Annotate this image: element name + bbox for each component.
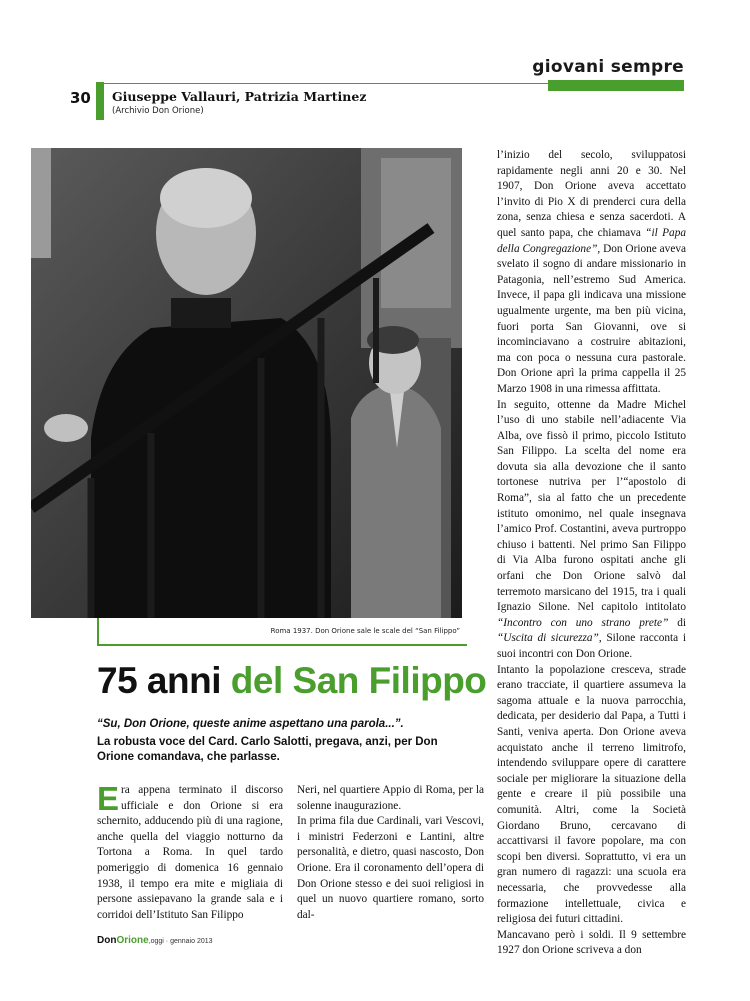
paragraph: In prima fila due Cardinali, vari Vescovi, i ministri Federzoni e Lantini, altre personalità, e dietro, quasi nascosto, Don Orione. Era il coronamento dell’opera di Don Orione stesso e dei suoi religiosi in quel un nuovo quartiere romano, sorto dal- bbox=[297, 815, 484, 921]
lead-text: La robusta voce del Card. Carlo Salotti, pregava, anzi, per Don Orione comandava, che parlasse. bbox=[97, 736, 438, 763]
paragraph: Neri, nel quartiere Appio di Roma, per la solenne inaugurazione. bbox=[297, 784, 484, 812]
page-number: 30 bbox=[70, 89, 91, 107]
paragraph bbox=[497, 148, 686, 398]
author-accent-bar bbox=[96, 82, 104, 120]
text-run: In seguito, ottenne da Madre Michel l’uso di uno stabile nell’adiacente Via Alba, ove fissò il primo, piccolo Istituto San Filippo. La scelta del nome era dovuta sia alla devozione che il santo tortonese nutriva per l’“apostolo di Roma”, sia al fatto che un precedente istituto omonimo, nel quale insegnava l’amico Prof. Costantini, aveva purtroppo chiuso i battenti. Nel primo San Filippo di Via Alba furono ospitati anche gli orfani che Don Orione salvò dal terremoto marsicano del 1915, tra i quali Ignazio Silone. Nel capitolo intitolato bbox=[497, 398, 686, 614]
paragraph bbox=[497, 398, 686, 663]
paragraph: Intanto la popolazione cresceva, strade erano tracciate, il quartiere assumeva la sagoma attuale e la nuova parrocchia, dedicata, per desiderio dal Papa, a Tutti i Santi, veniva aperta. Don Orione aveva acquistato anche il terreno limitrofo, intendendo sviluppare opere di carattere sociale per migliorare la situazione della gente e creare il più possibile una comunità. Altri, come la Società Giordano Bruno, cercavano di accattivarsi il favore popolare, ma con scopi ben diversi. Soprattutto, vi era un gran numero di ragazzi: una scuola era necessaria, che provvedesse alla formazione intellettuale, civica e religiosa dei futuri cittadini. bbox=[497, 663, 686, 926]
lead-quote: “Su, Don Orione, queste anime aspettano una parola...”. bbox=[97, 718, 404, 730]
footer-brand bbox=[97, 935, 213, 946]
section-accent-bar bbox=[548, 80, 684, 91]
body-column-1 bbox=[97, 780, 283, 923]
text-run: , Silone racconta i suoi incontri con Don Orione. bbox=[497, 632, 686, 660]
body-column-3 bbox=[497, 148, 686, 959]
text-run: l’inizio del secolo, sviluppatosi rapidamente negli anni 20 e 30. Nel 1907, Don Orione aveva accettato l’invito di Pio X di prenderci cura della zona, senza chiesa e senza sacerdoti. A quel santo papa, che chiamava bbox=[497, 149, 686, 239]
article-authors: Giuseppe Vallauri, Patrizia Martinez bbox=[112, 89, 367, 104]
title-part-2: del San Filippo bbox=[230, 660, 487, 701]
drop-cap: E bbox=[97, 780, 120, 817]
text-run: , Don Orione aveva svelato il sogno di andare missionario in Patagonia, nell’estremo Sud America. Invece, il papa gli indicava una missione ugualmente urgente, ma ben più vicina, fuori porta San Giovanni, ove si incominciavano a costruire abitazioni, ma con poca o nessuna cura pastorale. Don Orione aprì la prima cappella il 25 Marzo 1908 in una rimessa affittata. bbox=[497, 242, 687, 395]
header-rule bbox=[104, 83, 548, 84]
paragraph: Mancavano però i soldi. Il 9 settembre 1927 don Orione scriveva a don bbox=[497, 928, 686, 957]
article-title bbox=[97, 660, 486, 702]
paragraph: ra appena terminato il discorso ufficiale e don Orione si era schernito, adducendo più di una ragione, anche quella del viaggio notturno da Tortona a Roma. In quel tardo pomeriggio di domenica 16 gennaio 1938, il tempo era mite e migliaia di persone assiepavano la grande sala e i corridoi dell’Istituto San Filippo bbox=[97, 784, 283, 921]
photo-credit: (Archivio Don Orione) bbox=[112, 106, 204, 116]
quote-italic: “Incontro con uno strano prete” bbox=[497, 616, 669, 629]
brand-don: Don bbox=[97, 935, 117, 946]
section-label: giovani sempre bbox=[532, 57, 684, 77]
brand-orione: Orione bbox=[116, 935, 149, 946]
quote-italic: “Uscita di sicurezza” bbox=[497, 632, 599, 645]
issue-date: ,oggi · gennaio 2013 bbox=[148, 938, 213, 945]
quote-italic: “il Papa della Congregazione” bbox=[497, 226, 687, 255]
photo-caption: Roma 1937. Don Orione sale le scale del “San Filippo” bbox=[270, 627, 460, 635]
article-photo bbox=[31, 148, 462, 618]
title-part-1: 75 anni bbox=[97, 660, 221, 701]
text-run: di bbox=[668, 616, 686, 629]
body-column-2 bbox=[297, 783, 484, 923]
